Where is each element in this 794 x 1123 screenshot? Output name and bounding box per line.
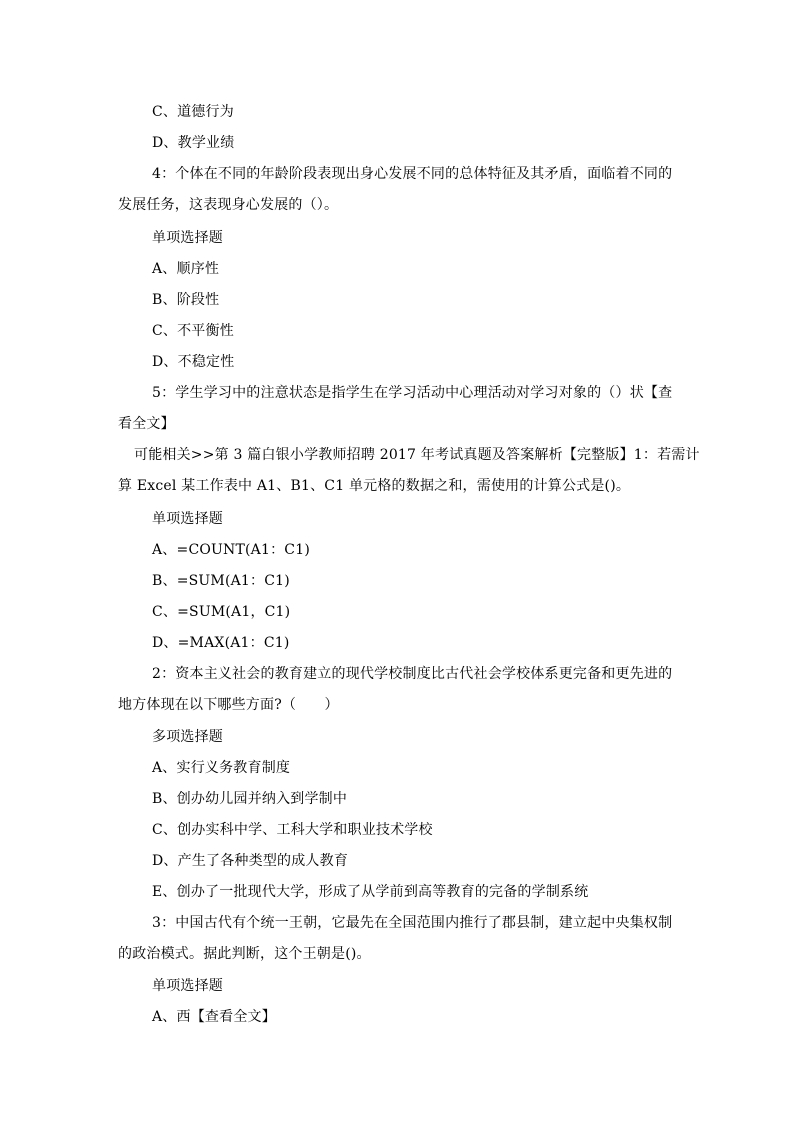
option-c: C、道德行为 [152,104,234,120]
related-question-1-type: 单项选择题 [152,511,223,527]
question-4-option-c: C、不平衡性 [152,323,234,339]
option-d: D、教学业绩 [152,135,235,151]
related-question-1-option-c: C、=SUM(A1，C1) [152,604,291,620]
related-question-3-stem-cont: 的政治模式。据此判断，这个王朝是()。 [118,946,371,962]
related-question-3-option-a-text: A、西 [152,1009,191,1025]
question-5-stem [152,384,672,402]
question-4-option-d: D、不稳定性 [152,354,235,370]
related-question-2-type: 多项选择题 [152,729,223,745]
question-4-stem: 4：个体在不同的年龄阶段表现出身心发展不同的总体特征及其矛盾，面临着不同的 [152,166,673,182]
related-question-3-type: 单项选择题 [152,978,223,994]
view-full-text-link-part1[interactable]: 【查 [643,385,673,401]
view-full-text-link-part2[interactable]: 看全文】 [118,416,175,432]
related-question-2-option-c: C、创办实科中学、工科大学和职业技术学校 [152,822,433,838]
related-question-2-stem: 2：资本主义社会的教育建立的现代学校制度比古代社会学校体系更完备和更先进的 [152,666,673,682]
question-4-type: 单项选择题 [152,230,223,246]
question-5-stem-text: 5：学生学习中的注意状态是指学生在学习活动中心理活动对学习对象的（）状 [152,385,644,401]
related-question-1-option-a: A、=COUNT(A1：C1) [152,542,310,558]
view-full-text-link[interactable]: 【查看全文】 [190,1009,276,1025]
related-question-2-option-e: E、创办了一批现代大学，形成了从学前到高等教育的完备的学制系统 [152,884,589,900]
related-question-3-stem: 3：中国古代有个统一王朝，它最先在全国范围内推行了郡县制，建立起中央集权制 [152,915,673,931]
question-4-option-b: B、阶段性 [152,292,220,308]
related-question-2-option-b: B、创办幼儿园并纳入到学制中 [152,791,348,807]
related-question-2-stem-cont: 地方体现在以下哪些方面?（ ） [118,697,339,713]
related-question-1-option-d: D、=MAX(A1：C1) [152,635,290,651]
related-question-3-option-a [152,1008,276,1026]
question-5-link-cont [118,415,175,433]
related-question-2-option-d: D、产生了各种类型的成人教育 [152,853,349,869]
question-4-stem-cont: 发展任务，这表现身心发展的（）。 [118,197,339,213]
related-question-1-option-b: B、=SUM(A1：C1) [152,573,290,589]
question-4-option-a: A、顺序性 [152,261,220,277]
related-question-2-option-a: A、实行义务教育制度 [152,760,291,776]
related-question-1-stem-cont: 算 Excel 某工作表中 A1、B1、C1 单元格的数据之和，需使用的计算公式是()。 [118,478,631,494]
related-article-link[interactable]: 可能相关>>第 3 篇白银小学教师招聘 2017 年考试真题及答案解析【完整版】1：若需计 [134,447,700,463]
